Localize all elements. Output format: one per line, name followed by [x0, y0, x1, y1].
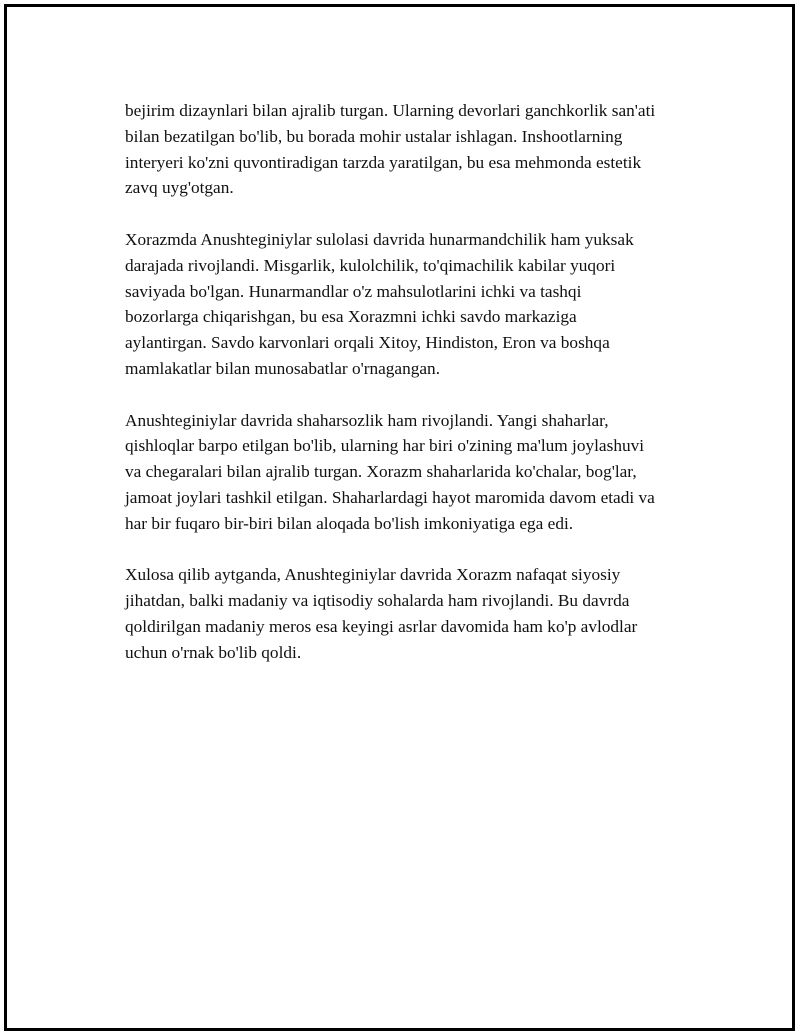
paragraph-3	[125, 408, 705, 537]
text-line: zavq uyg'otgan.	[125, 178, 234, 198]
text-line: mamlakatlar bilan munosabatlar o'rnagangan.	[125, 358, 441, 378]
document-body	[125, 98, 705, 691]
text-line: har bir fuqaro bir-biri bilan aloqada bo'lish imkoniyatiga ega edi.	[125, 513, 574, 533]
page-frame	[4, 4, 795, 1031]
paragraph-4	[125, 562, 705, 665]
text-line: jihatdan, balki madaniy va iqtisodiy sohalarda ham rivojlandi. Bu davrda	[125, 591, 630, 611]
text-line: bilan bezatilgan bo'lib, bu borada mohir ustalar ishlagan. Inshootlarning	[125, 126, 623, 146]
paragraph-1	[125, 98, 705, 201]
text-line: saviyada bo'lgan. Hunarmandlar o'z mahsulotlarini ichki va tashqi	[125, 281, 582, 301]
text-line: interyeri ko'zni quvontiradigan tarzda yaratilgan, bu esa mehmonda estetik	[125, 152, 642, 172]
text-line: darajada rivojlandi. Misgarlik, kulolchilik, to'qimachilik kabilar yuqori	[125, 255, 616, 275]
text-line: Xulosa qilib aytganda, Anushteginiylar davrida Xorazm nafaqat siyosiy	[125, 565, 621, 585]
text-line: uchun o'rnak bo'lib qoldi.	[125, 642, 302, 662]
text-line: va chegaralari bilan ajralib turgan. Xorazm shaharlarida ko'chalar, bog'lar,	[125, 462, 637, 482]
text-line: bozorlarga chiqarishgan, bu esa Xorazmni ichki savdo markaziga	[125, 307, 577, 327]
text-line: bejirim dizaynlari bilan ajralib turgan. Ularning devorlari ganchkorlik san'ati	[125, 101, 656, 120]
text-line: Anushteginiylar davrida shaharsozlik ham rivojlandi. Yangi shaharlar,	[125, 410, 609, 430]
text-line: qoldirilgan madaniy meros esa keyingi asrlar davomida ham ko'p avlodlar	[125, 616, 638, 636]
text-line: jamoat joylari tashkil etilgan. Shaharlardagi hayot maromida davom etadi va	[125, 487, 655, 507]
text-line: Xorazmda Anushteginiylar sulolasi davrida hunarmandchilik ham yuksak	[125, 229, 634, 249]
text-line: aylantirgan. Savdo karvonlari orqali Xitoy, Hindiston, Eron va boshqa	[125, 333, 610, 353]
text-line: qishloqlar barpo etilgan bo'lib, ularning har biri o'zining ma'lum joylashuvi	[125, 436, 645, 456]
paragraph-2	[125, 227, 705, 382]
